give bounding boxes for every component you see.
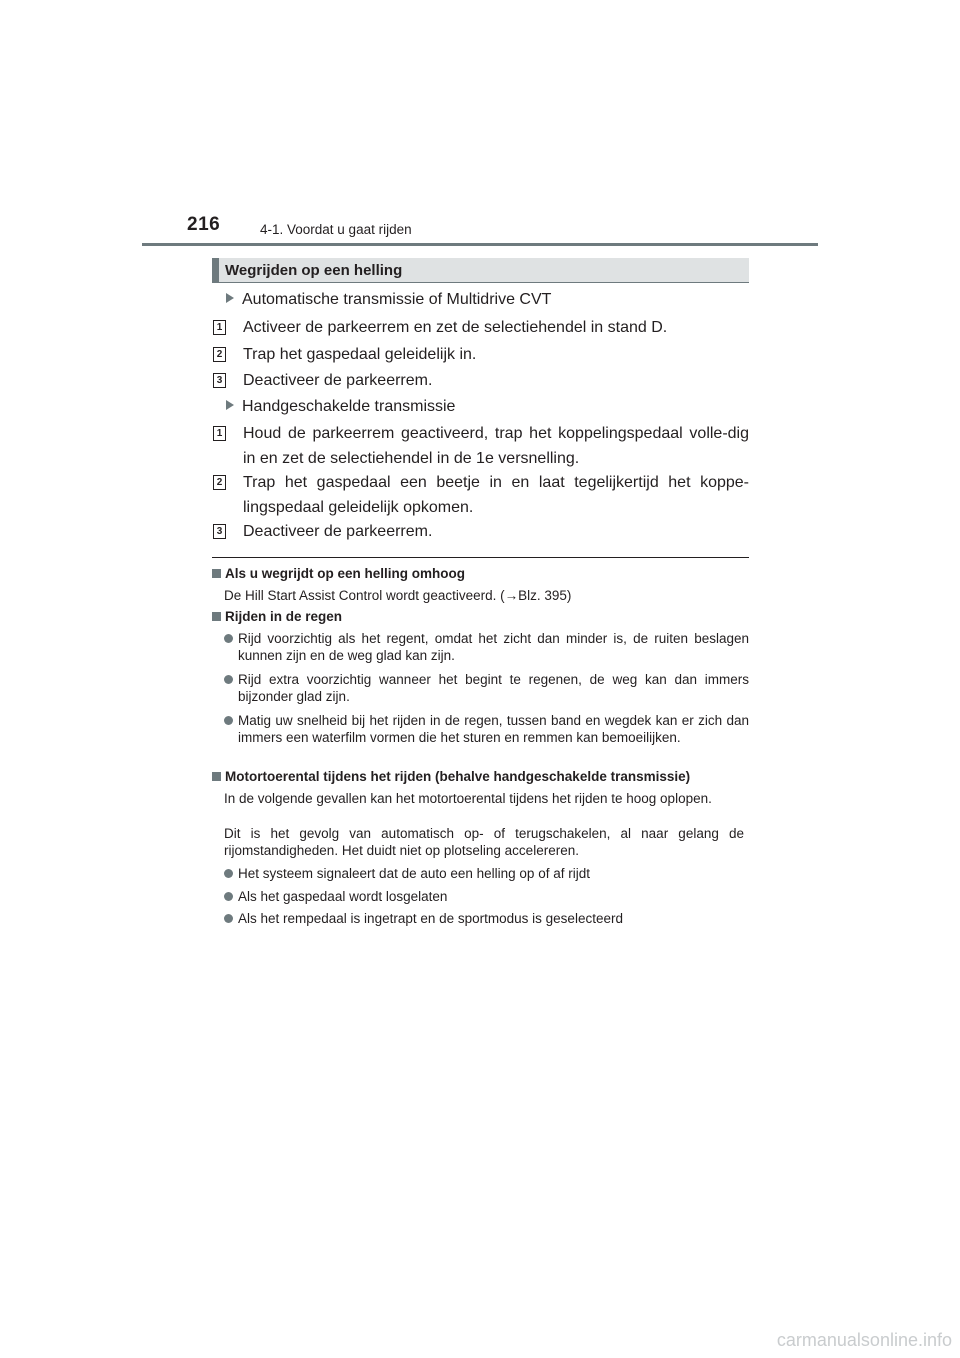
- bullet-dot-icon: [224, 634, 233, 643]
- square-bullet-icon: [212, 569, 221, 578]
- note-title-text: Als u wegrijdt op een helling omhoog: [225, 566, 466, 581]
- note-bullet: [224, 865, 749, 882]
- note-bullet: [224, 888, 749, 905]
- bullet-text: Rijd extra voorzichtig wanneer het begint te regenen, de weg kan dan immers bijzonder glad zijn.: [238, 672, 749, 704]
- step-number-badge: 2: [213, 475, 226, 490]
- section-heading-bar: [212, 258, 219, 283]
- step-text: Houd de parkeerrem geactiveerd, trap het koppelingspedaal volle-dig in en zet de selectiehendel in de 1e versnelling.: [243, 425, 749, 467]
- note-bullet: [224, 712, 749, 746]
- bullet-text: Het systeem signaleert dat de auto een helling op of af rijdt: [238, 866, 590, 881]
- note-body: In de volgende gevallen kan het motortoerental tijdens het rijden te hoog oplopen.: [224, 791, 712, 806]
- note-body: De Hill Start Assist Control wordt geactiveerd. (→Blz. 395): [224, 588, 572, 603]
- section-title: Wegrijden op een helling: [225, 262, 403, 279]
- bullet-dot-icon: [224, 892, 233, 901]
- step-text: Trap het gaspedaal geleidelijk in.: [243, 346, 477, 363]
- note-title: [212, 769, 690, 784]
- bullet-dot-icon: [224, 914, 233, 923]
- bullet-text: Als het gaspedaal wordt losgelaten: [238, 889, 448, 904]
- running-head: 4-1. Voordat u gaat rijden: [260, 222, 412, 237]
- bullet-text: Matig uw snelheid bij het rijden in de regen, tussen band en wegdek kan er zich dan immers een waterfilm vormen die het sturen en remmen kan bemoeilijken.: [238, 713, 749, 745]
- step-number-badge: 3: [213, 524, 226, 539]
- section-heading: [212, 258, 749, 283]
- note-title-text: Motortoerental tijdens het rijden (behalve handgeschakelde transmissie): [225, 769, 691, 784]
- step-text: Trap het gaspedaal een beetje in en laat tegelijkertijd het koppe-lingspedaal geleidelijk opkomen.: [243, 474, 749, 516]
- square-bullet-icon: [212, 612, 221, 621]
- step-text: Deactiveer de parkeerrem.: [243, 372, 433, 389]
- header-rule: [142, 243, 818, 246]
- note-bullet: [224, 910, 749, 927]
- square-bullet-icon: [212, 772, 221, 781]
- step-number-badge: 2: [213, 347, 226, 362]
- step-text: Activeer de parkeerrem en zet de selectiehendel in stand D.: [243, 319, 668, 336]
- note-bullet: [224, 671, 749, 705]
- step-number-badge: 1: [213, 320, 226, 335]
- subhead-label: Automatische transmissie of Multidrive CVT: [242, 291, 552, 308]
- section-divider: [212, 557, 749, 558]
- note-title: [212, 609, 342, 624]
- bullet-text: Als het rempedaal is ingetrapt en de sportmodus is geselecteerd: [238, 911, 623, 926]
- page-number: 216: [187, 214, 221, 235]
- triangle-bullet-icon: [226, 400, 234, 410]
- subhead-manual: [226, 398, 455, 416]
- bullet-dot-icon: [224, 675, 233, 684]
- watermark: carmanualsonline.info: [776, 1330, 952, 1350]
- note-body: Dit is het gevolg van automatisch op- of terugschakelen, al naar gelang de rijomstandigheden. Het duidt niet op plotseling accelereren.: [224, 826, 744, 858]
- subhead-label: Handgeschakelde transmissie: [242, 398, 456, 415]
- note-bullet: [224, 630, 749, 664]
- note-title: [212, 566, 465, 581]
- step-number-badge: 3: [213, 373, 226, 388]
- note-title-text: Rijden in de regen: [225, 609, 343, 624]
- step-number-badge: 1: [213, 426, 226, 441]
- bullet-text: Rijd voorzichtig als het regent, omdat het zicht dan minder is, de ruiten beslagen kunnen zijn en de weg glad kan zijn.: [238, 631, 749, 663]
- triangle-bullet-icon: [226, 293, 234, 303]
- bullet-dot-icon: [224, 869, 233, 878]
- bullet-dot-icon: [224, 716, 233, 725]
- step-text: Deactiveer de parkeerrem.: [243, 523, 433, 540]
- subhead-automatic: [226, 291, 551, 309]
